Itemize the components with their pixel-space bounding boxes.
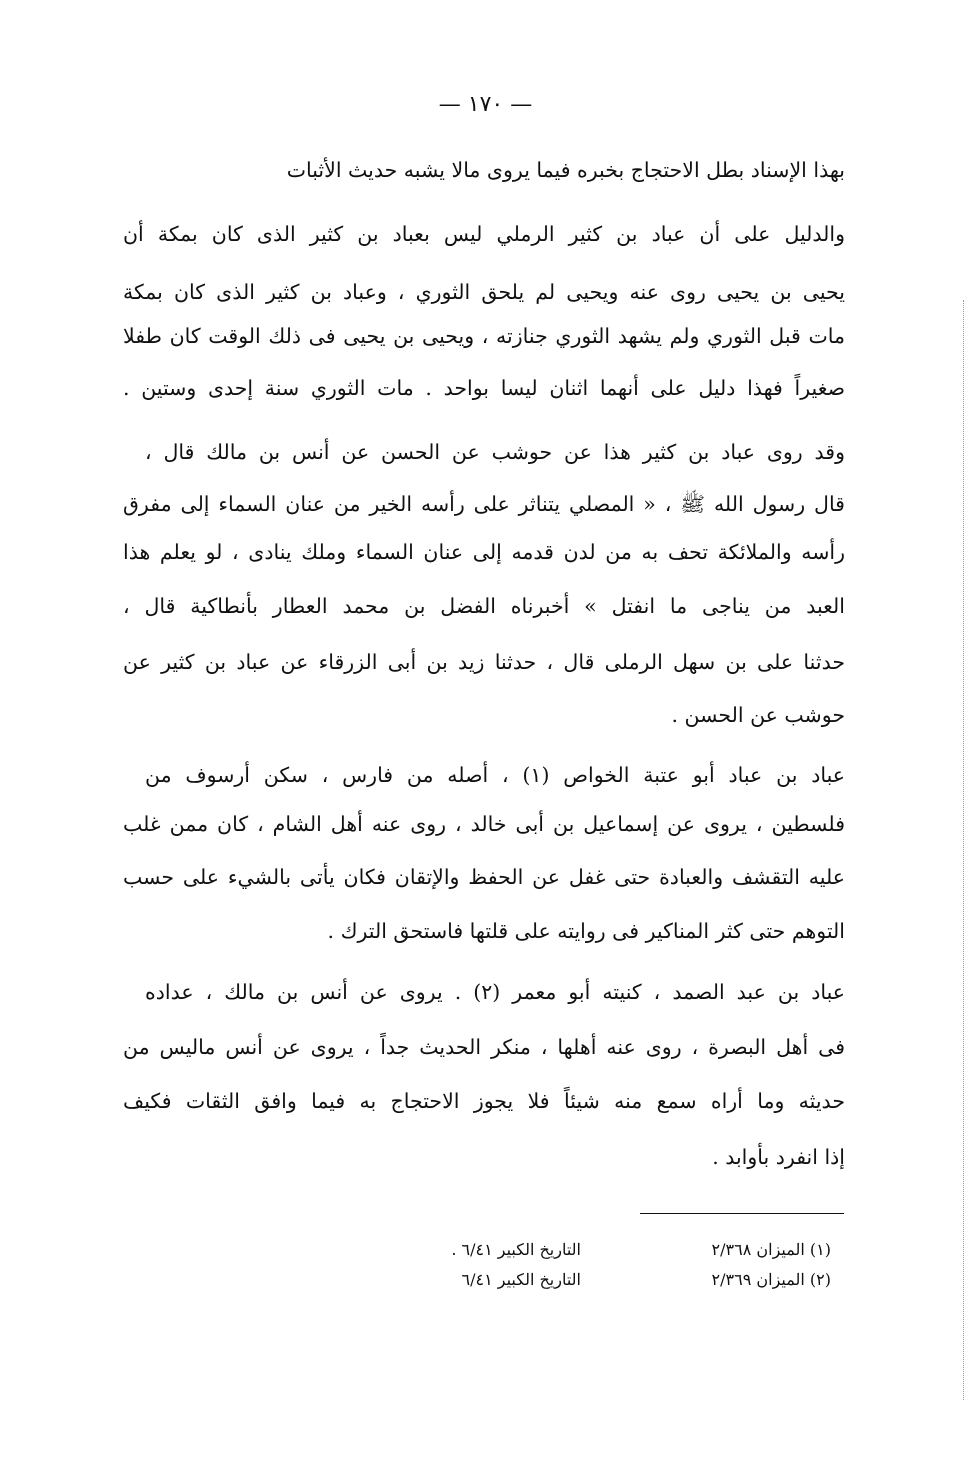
text-line: فلسطين ، يروى عن إسماعيل بن أبى خالد ، روى عنه أهل الشام ، كان ممن غلب [123,812,845,836]
text-line: وقد روى عباد بن كثير هذا عن حوشب عن الحسن عن أنس بن مالك قال ، [145,440,845,464]
text-line: يحيى بن يحيى روى عنه ويحيى لم يلحق الثوري ، وعباد بن كثير الذى كان بمكة [123,280,845,304]
text-line: رأسه والملائكة تحف به من لدن قدمه إلى عنان السماء وملك ينادى ، لو يعلم هذا [123,540,845,564]
text-line: قال رسول الله ﷺ ، « المصلي يتناثر على رأسه الخير من عنان السماء إلى مفرق [123,492,845,516]
text-line: عباد بن عباد أبو عتبة الخواص (١) ، أصله من فارس ، سكن أرسوف من [145,763,845,787]
text-line: حوشب عن الحسن . [671,703,845,727]
footnote-ref: (٢) الميزان ٢/٣٦٩ [711,1270,831,1289]
text-line: حديثه وما أراه سمع منه شيئاً فلا يجوز الاحتجاج به فيما وافق الثقات فكيف [123,1089,845,1113]
footnote-source: التاريخ الكبير ٦/٤١ [461,1270,581,1289]
text-line: فى أهل البصرة ، روى عنه أهلها ، منكر الحديث جداً ، يروى عن أنس ماليس من [123,1035,845,1059]
text-line: عباد بن عبد الصمد ، كنيته أبو معمر (٢) . يروى عن أنس بن مالك ، عداده [145,980,845,1004]
text-line: إذا انفرد بأوابد . [712,1145,845,1169]
footnote-ref: (١) الميزان ٢/٣٦٨ [711,1240,831,1259]
text-line: حدثنا على بن سهل الرملى قال ، حدثنا زيد بن أبى الزرقاء عن عباد بن كثير عن [123,650,845,674]
page-number: — ١٧٠ — [438,92,533,117]
text-line: صغيراً فهذا دليل على أنهما اثنان ليسا بواحد . مات الثوري سنة إحدى وستين . [123,376,845,400]
text-line: التوهم حتى كثر المناكير فى روايته على قلتها فاستحق الترك . [327,919,845,943]
text-line: والدليل على أن عباد بن كثير الرملي ليس بعباد بن كثير الذى كان بمكة أن [123,222,845,246]
text-line: عليه التقشف والعبادة حتى غفل عن الحفظ والإتقان فكان يأتى بالشيء على حسب [123,865,845,889]
text-line: مات قبل الثوري ولم يشهد الثوري جنازته ، ويحيى بن يحيى فى ذلك الوقت كان طفلا [123,324,845,348]
text-line: العبد من يناجى ما انفتل » أخبرناه الفضل بن محمد العطار بأنطاكية قال ، [123,594,845,618]
footnote-source: التاريخ الكبير ٦/٤١ . [451,1240,581,1259]
footnote-rule [640,1213,844,1214]
text-line: بهذا الإسناد بطل الاحتجاج بخبره فيما يروى مالا يشبه حديث الأثبات [286,158,845,182]
page-edge-dots [963,300,964,1400]
